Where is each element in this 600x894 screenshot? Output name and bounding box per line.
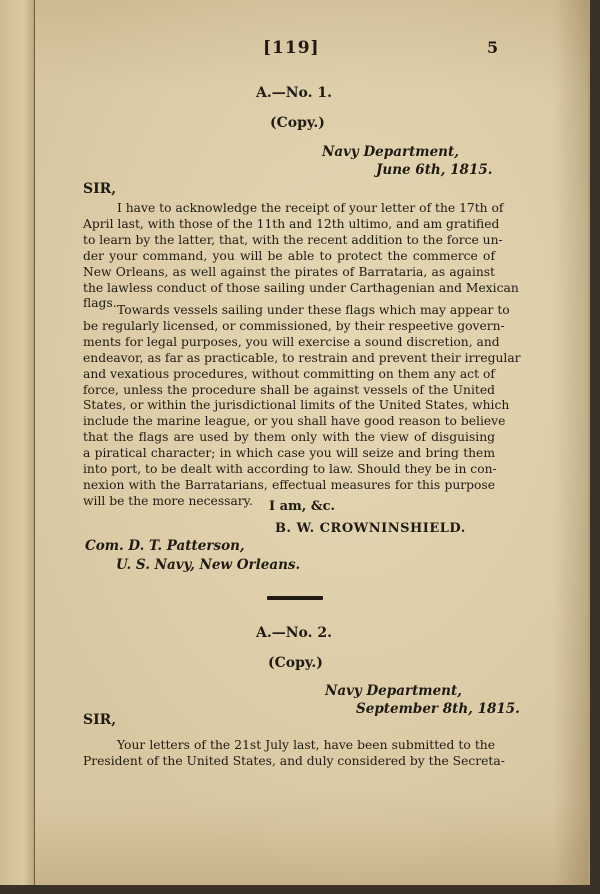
letter2-copy-label: (Copy.) [268, 655, 323, 671]
letter1-place: Navy Department, [322, 144, 459, 160]
text-line: to learn by the latter, that, with the recent addition to the force un- [83, 232, 503, 247]
text-line: New Orleans, as well against the pirates of Barrataria, as against [83, 264, 495, 279]
letter2-place: Navy Department, [325, 683, 462, 699]
letter1-paragraph-2 [83, 303, 521, 510]
letter1-salutation: SIR, [83, 181, 117, 197]
text-line: Towards vessels sailing under these flags which may appear to [117, 303, 510, 317]
text-line: I have to acknowledge the receipt of your letter of the 17th of [117, 201, 504, 215]
letter2-date: September 8th, 1815. [356, 701, 520, 717]
text-line: April last, with those of the 11th and 12th ultimo, and am gratified [83, 216, 500, 231]
letter1-date: June 6th, 1815. [376, 162, 493, 178]
section-divider-rule [267, 596, 323, 600]
text-line: will be the more necessary. [83, 493, 253, 508]
text-line: a piratical character; in which case you will seize and bring them [83, 446, 495, 461]
text-line: force, unless the procedure shall be against vessels of the United [83, 382, 495, 397]
letter1-paragraph-1 [83, 201, 519, 312]
text-line: include the marine league, or you shall have good reason to believe [83, 414, 506, 429]
text-line: that the flags are used by them only with the view of disguising [83, 430, 495, 445]
text-line: President of the United States, and duly considered by the Secreta- [83, 753, 505, 768]
text-line: States, or within the jurisdictional limits of the United States, which [83, 398, 510, 413]
letter2-heading: A.—No. 2. [256, 625, 332, 641]
signature-mark: 5 [487, 38, 499, 57]
letter1-addressee-location: U. S. Navy, New Orleans. [116, 557, 301, 573]
page-number: [119] [263, 38, 320, 58]
text-line: be regularly licensed, or commissioned, by their respeetive govern- [83, 318, 505, 333]
letter1-addressee-name: Com. D. T. Patterson, [85, 538, 245, 554]
letter1-copy-label: (Copy.) [270, 115, 325, 131]
letter2-salutation: SIR, [83, 712, 117, 728]
letter2-paragraph-1 [83, 738, 505, 770]
text-line: and vexatious procedures, without committing on them any act of [83, 366, 495, 381]
text-line: flags. [83, 296, 117, 311]
letter1-signature: B. W. CROWNINSHIELD. [275, 521, 466, 536]
text-line: into port, to be dealt with according to law. Should they be in con- [83, 462, 497, 477]
letter1-closing: I am, &c. [269, 499, 336, 514]
binding-gutter [0, 0, 35, 885]
text-line: ments for legal purposes, you will exercise a sound discretion, and [83, 334, 500, 349]
text-line: the lawless conduct of those sailing under Carthagenian and Mexican [83, 280, 519, 295]
text-line: nexion with the Barratarians, effectual measures for this purpose [83, 477, 495, 492]
letter1-heading: A.—No. 1. [256, 85, 332, 101]
text-line: endeavor, as far as practicable, to restrain and prevent their irregular [83, 350, 521, 365]
text-line: Your letters of the 21st July last, have been submitted to the [117, 738, 495, 752]
text-line: der your command, you will be able to protect the commerce of [83, 248, 495, 263]
